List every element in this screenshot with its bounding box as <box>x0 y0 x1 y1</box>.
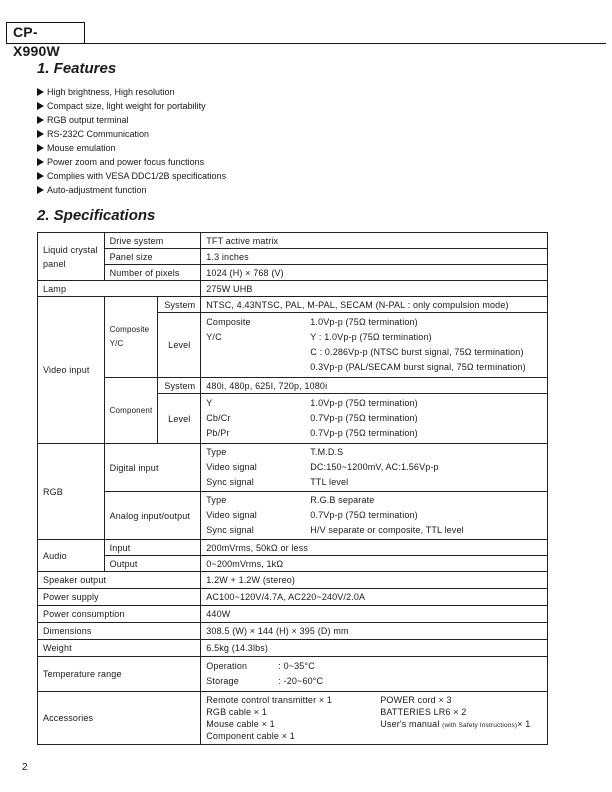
rgb-digital-values <box>201 444 548 492</box>
specifications-heading: 2. Specifications <box>37 207 156 224</box>
speaker-value: 1.2W + 1.2W (stereo) <box>201 572 548 589</box>
table-row <box>38 606 548 623</box>
temperature-row: Storage : -20~60°C <box>206 676 324 686</box>
table-row <box>38 540 548 556</box>
feature-item: Power zoom and power focus functions <box>37 155 226 169</box>
table-row <box>38 492 548 540</box>
rgb-digital-label: Digital input <box>104 444 201 492</box>
level-row: C : 0.286Vp-p (NTSC burst signal, 75Ω termination) <box>310 347 524 357</box>
audio-label: Audio <box>38 540 105 572</box>
audio-input-label: Input <box>104 540 201 556</box>
accessory-item: Remote control transmitter × 1 <box>206 695 333 705</box>
table-row <box>38 640 548 657</box>
level-row: Composite 1.0Vp-p (75Ω termination) <box>206 317 418 327</box>
power-supply-value: AC100~120V/4.7A, AC220~240V/2.0A <box>201 589 548 606</box>
table-row <box>38 249 548 265</box>
speaker-label: Speaker output <box>38 572 201 589</box>
rgb-row: Sync signal TTL level <box>206 477 349 487</box>
rgb-row: Type R.G.B separate <box>206 495 375 505</box>
accessory-item: BATTERIES LR6 × 2 <box>380 707 467 717</box>
rgb-row: Video signal DC:150~1200mV, AC:1.56Vp-p <box>206 462 439 472</box>
level-row: Pb/Pr 0.7Vp-p (75Ω termination) <box>206 428 418 438</box>
accessory-item: Component cable × 1 <box>206 731 295 741</box>
weight-label: Weight <box>38 640 201 657</box>
table-row <box>38 572 548 589</box>
level-row: 0.3Vp-p (PAL/SECAM burst signal, 75Ω termination) <box>310 362 526 372</box>
weight-value: 6.5kg (14.3lbs) <box>201 640 548 657</box>
level-row: Y 1.0Vp-p (75Ω termination) <box>206 398 418 408</box>
table-row <box>38 265 548 281</box>
accessories-column-2 <box>380 694 530 742</box>
video-composite-label: Composite Y/C <box>104 297 158 378</box>
lcd-size-value: 1.3 inches <box>201 249 548 265</box>
accessory-item: Mouse cable × 1 <box>206 719 275 729</box>
bullet-triangle-icon <box>37 158 44 166</box>
bullet-triangle-icon <box>37 130 44 138</box>
bullet-triangle-icon <box>37 88 44 96</box>
table-row <box>38 233 548 249</box>
table-row <box>38 589 548 606</box>
lamp-label: Lamp <box>38 281 201 297</box>
dimensions-value: 308.5 (W) × 144 (H) × 395 (D) mm <box>201 623 548 640</box>
accessories-label: Accessories <box>38 692 201 745</box>
temperature-label: Temperature range <box>38 657 201 692</box>
features-list <box>37 85 226 197</box>
bullet-triangle-icon <box>37 102 44 110</box>
bullet-triangle-icon <box>37 116 44 124</box>
feature-item: Mouse emulation <box>37 141 226 155</box>
rgb-analog-values <box>201 492 548 540</box>
rgb-label: RGB <box>38 444 105 540</box>
temperature-values <box>201 657 548 692</box>
video-composite-level-label: Level <box>158 313 201 378</box>
video-component-system-value: 480i, 480p, 625I, 720p, 1080i <box>201 378 548 394</box>
video-composite-system-value: NTSC, 4.43NTSC, PAL, M-PAL, SECAM (N-PAL : only compulsion mode) <box>201 297 548 313</box>
bullet-triangle-icon <box>37 172 44 180</box>
table-row <box>38 444 548 492</box>
power-consumption-value: 440W <box>201 606 548 623</box>
lcd-pixels-label: Number of pixels <box>104 265 201 281</box>
specifications-table <box>37 232 548 745</box>
model-name: CP-X990W <box>13 24 60 59</box>
features-heading: 1. Features <box>37 60 117 77</box>
table-row <box>38 281 548 297</box>
audio-output-value: 0~200mVrms, 1kΩ <box>201 556 548 572</box>
table-row <box>38 623 548 640</box>
table-row <box>38 556 548 572</box>
lamp-value: 275W UHB <box>201 281 548 297</box>
video-component-system-label: System <box>158 378 201 394</box>
accessories-column-1 <box>206 694 380 742</box>
feature-item: RS-232C Communication <box>37 127 226 141</box>
level-row: Cb/Cr 0.7Vp-p (75Ω termination) <box>206 413 418 423</box>
feature-item: Compact size, light weight for portability <box>37 99 226 113</box>
audio-input-value: 200mVrms, 50kΩ or less <box>201 540 548 556</box>
video-component-level-label: Level <box>158 394 201 444</box>
model-name-box <box>6 22 85 59</box>
lcd-size-label: Panel size <box>104 249 201 265</box>
feature-item: RGB output terminal <box>37 113 226 127</box>
table-row <box>38 297 548 313</box>
lcd-drive-value: TFT active matrix <box>201 233 548 249</box>
table-row <box>38 692 548 745</box>
feature-item: Auto-adjustment function <box>37 183 226 197</box>
video-component-label: Component <box>104 378 158 444</box>
power-supply-label: Power supply <box>38 589 201 606</box>
accessory-item: RGB cable × 1 <box>206 707 268 717</box>
accessory-item: POWER cord × 3 <box>380 695 452 705</box>
lcd-drive-label: Drive system <box>104 233 201 249</box>
video-label: Video input <box>38 297 105 444</box>
table-row <box>38 657 548 692</box>
power-consumption-label: Power consumption <box>38 606 201 623</box>
feature-item: Complies with VESA DDC1/2B specifications <box>37 169 226 183</box>
rgb-row: Type T.M.D.S <box>206 447 344 457</box>
lcd-pixels-value: 1024 (H) × 768 (V) <box>201 265 548 281</box>
video-composite-level-values <box>201 313 548 378</box>
video-component-level-values <box>201 394 548 444</box>
header-rule <box>85 43 606 44</box>
page-number: 2 <box>22 762 28 773</box>
dimensions-label: Dimensions <box>38 623 201 640</box>
video-composite-system-label: System <box>158 297 201 313</box>
accessory-item-manual: User's manual (with Safety Instructions)× 1 <box>380 719 531 729</box>
table-row <box>38 378 548 394</box>
audio-output-label: Output <box>104 556 201 572</box>
feature-item: High brightness, High resolution <box>37 85 226 99</box>
temperature-row: Operation : 0~35°C <box>206 661 315 671</box>
rgb-row: Sync signal H/V separate or composite, TTL level <box>206 525 464 535</box>
accessories-values <box>201 692 548 745</box>
rgb-row: Video signal 0.7Vp-p (75Ω termination) <box>206 510 418 520</box>
lcd-label: Liquid crystal panel <box>38 233 105 281</box>
level-row: Y/C Y : 1.0Vp-p (75Ω termination) <box>206 332 432 342</box>
bullet-triangle-icon <box>37 186 44 194</box>
bullet-triangle-icon <box>37 144 44 152</box>
rgb-analog-label: Analog input/output <box>104 492 201 540</box>
